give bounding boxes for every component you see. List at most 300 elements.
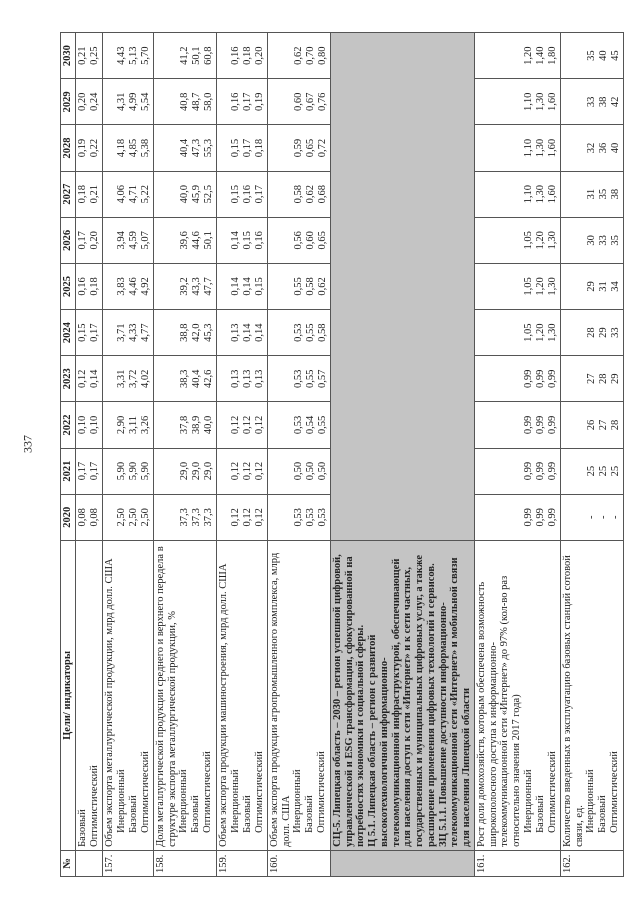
value: 1,05 xyxy=(522,231,534,250)
row-num-cell: 162. xyxy=(560,850,623,876)
table-row xyxy=(102,33,153,877)
value: 38,9 xyxy=(190,415,202,435)
scenario-label: Базовый xyxy=(190,795,202,833)
value: 0,50 xyxy=(292,461,304,481)
value-cell xyxy=(267,33,330,79)
value: 0,15 xyxy=(76,323,88,342)
scenario-label: Оптимистический xyxy=(88,765,100,847)
value: 0,99 xyxy=(522,369,534,388)
value: 0,60 xyxy=(304,231,316,250)
spacer xyxy=(155,267,179,306)
value: 0,53 xyxy=(316,508,328,527)
value: 29,0 xyxy=(202,461,214,481)
value-cell xyxy=(75,125,102,171)
value: 5,22 xyxy=(139,184,151,204)
value: 0,57 xyxy=(316,369,328,388)
value: 0,12 xyxy=(229,415,241,435)
value-cell xyxy=(474,310,560,356)
spacer xyxy=(476,128,523,167)
spacer xyxy=(269,82,293,121)
value: 0,55 xyxy=(304,369,316,388)
scenario-label: Инерционный xyxy=(522,769,534,833)
spacer xyxy=(218,175,230,214)
spacer xyxy=(218,36,230,75)
value: 4,46 xyxy=(127,277,139,296)
value: 0,58 xyxy=(316,323,328,342)
value-cell xyxy=(560,217,623,263)
value: 1,10 xyxy=(522,138,534,158)
value: 5,90 xyxy=(115,461,127,481)
value-cell xyxy=(474,356,560,402)
spacer xyxy=(562,359,586,398)
value: 60,8 xyxy=(202,46,214,65)
value-cell xyxy=(75,356,102,402)
indicator-name: Объем экспорта продукции машиностроения, млрд долл. США xyxy=(217,563,229,847)
value: 0,55 xyxy=(304,323,316,342)
value: 0,21 xyxy=(88,184,100,204)
value: 37,3 xyxy=(178,508,190,527)
scenario-label: Оптимистический xyxy=(202,751,214,833)
value: 1,30 xyxy=(534,92,546,112)
scenario-label: Базовый xyxy=(597,795,609,833)
header-year: 2023 xyxy=(61,356,76,402)
row-num-cell: 160. xyxy=(267,850,330,876)
header-year: 2029 xyxy=(61,79,76,125)
value: 0,55 xyxy=(292,277,304,296)
value: 0,17 xyxy=(76,461,88,481)
value-cell xyxy=(102,448,153,494)
value-cell xyxy=(102,79,153,125)
value: 40,0 xyxy=(202,415,214,435)
spacer xyxy=(155,313,179,352)
value: 0,99 xyxy=(534,369,546,388)
value-cell xyxy=(474,125,560,171)
value: 37,8 xyxy=(178,415,190,435)
value: 0,53 xyxy=(292,323,304,342)
value: 0,58 xyxy=(292,184,304,204)
indicator-name: Доля металлургической продукции среднего и верхнего передела в структуре экспорта металлургической продукции, % xyxy=(154,546,178,847)
value: 0,25 xyxy=(88,46,100,65)
indicator-cell xyxy=(102,540,153,850)
value: 33 xyxy=(609,327,621,338)
value: 4,71 xyxy=(127,184,139,204)
header-year: 2024 xyxy=(61,310,76,356)
value: 0,16 xyxy=(253,231,265,250)
row-num-cell: 158. xyxy=(153,850,216,876)
value: 30 xyxy=(585,235,597,246)
value: 50,1 xyxy=(202,231,214,250)
value: 38 xyxy=(597,96,609,108)
value: 5,54 xyxy=(139,92,151,112)
spacer xyxy=(218,267,230,306)
value: 29 xyxy=(585,281,597,292)
spacer xyxy=(155,36,179,75)
scenario-label: Базовый xyxy=(76,809,88,847)
table-header-row xyxy=(61,33,76,877)
value-cell xyxy=(216,310,267,356)
spacer xyxy=(218,221,230,260)
value: 0,99 xyxy=(522,415,534,435)
value: 0,14 xyxy=(88,369,100,388)
spacer xyxy=(269,267,293,306)
value-cell xyxy=(216,448,267,494)
value: 0,17 xyxy=(241,138,253,158)
value-cell xyxy=(267,356,330,402)
value: 29,0 xyxy=(190,461,202,481)
value: 0,65 xyxy=(304,138,316,158)
value: 1,80 xyxy=(546,46,558,65)
value-cell xyxy=(75,494,102,540)
value: 40,8 xyxy=(178,92,190,112)
spacer xyxy=(104,221,116,260)
value-cell xyxy=(267,494,330,540)
value: 0,13 xyxy=(241,369,253,388)
value: 0,99 xyxy=(522,508,534,527)
value-cell xyxy=(75,448,102,494)
spacer xyxy=(218,498,230,537)
value: 27 xyxy=(585,373,597,385)
value-cell xyxy=(102,494,153,540)
spacer xyxy=(269,452,293,491)
value: 0,99 xyxy=(534,508,546,527)
value: 27 xyxy=(597,419,609,431)
scenario-label: Инерционный xyxy=(292,769,304,833)
value: 0,65 xyxy=(316,231,328,250)
value: 0,20 xyxy=(76,92,88,112)
value: 1,30 xyxy=(534,138,546,158)
spacer xyxy=(104,128,116,167)
rotated-page-content xyxy=(60,32,621,877)
value: 3,26 xyxy=(139,415,151,435)
value: 4,31 xyxy=(115,92,127,112)
value: 1,10 xyxy=(522,184,534,204)
scenario-label: Базовый xyxy=(534,795,546,833)
spacer xyxy=(218,452,230,491)
value: 40,4 xyxy=(190,369,202,388)
value: 0,13 xyxy=(253,369,265,388)
value: 0,99 xyxy=(522,461,534,481)
value: 43,3 xyxy=(190,277,202,296)
row-num-cell: 159. xyxy=(216,850,267,876)
value: 3,71 xyxy=(115,323,127,342)
value: 0,68 xyxy=(316,184,328,204)
value: 3,72 xyxy=(127,369,139,388)
spacer xyxy=(562,498,586,537)
value: 0,50 xyxy=(304,461,316,481)
value: 0,20 xyxy=(253,46,265,65)
value-cell xyxy=(267,448,330,494)
spacer xyxy=(155,452,179,491)
value: 0,12 xyxy=(241,415,253,435)
spacer xyxy=(104,313,116,352)
value: 35 xyxy=(585,50,597,61)
scenario-label: Базовый xyxy=(304,795,316,833)
scenario-label: Оптимистический xyxy=(139,751,151,833)
value: - xyxy=(597,515,609,519)
spacer xyxy=(562,36,586,75)
value: 0,10 xyxy=(76,415,88,435)
scenario-label: Инерционный xyxy=(229,769,241,833)
value-cell xyxy=(560,33,623,79)
value: 39,6 xyxy=(178,231,190,250)
indicator-cell xyxy=(267,540,330,850)
value: 50,1 xyxy=(190,46,202,65)
scenario-label: Базовый xyxy=(241,795,253,833)
value: - xyxy=(585,515,597,519)
value-cell xyxy=(75,33,102,79)
spacer xyxy=(562,175,586,214)
value-cell xyxy=(560,494,623,540)
value-cell xyxy=(216,263,267,309)
value: 0,14 xyxy=(229,231,241,250)
value: 4,99 xyxy=(127,92,139,112)
value: 29 xyxy=(609,373,621,385)
value-cell xyxy=(560,79,623,125)
spacer xyxy=(104,175,116,214)
value: 5,07 xyxy=(139,231,151,250)
value: 0,99 xyxy=(546,369,558,388)
spacer xyxy=(269,313,293,352)
value: 4,18 xyxy=(115,138,127,158)
value: 58,0 xyxy=(202,92,214,112)
value: 0,14 xyxy=(241,323,253,342)
value-cell xyxy=(102,356,153,402)
table-row xyxy=(474,33,560,877)
value-cell xyxy=(560,171,623,217)
spacer xyxy=(562,313,586,352)
value-cell xyxy=(474,33,560,79)
spacer xyxy=(104,405,116,444)
value: 0,12 xyxy=(76,369,88,388)
value: 1,60 xyxy=(546,184,558,204)
value: 0,54 xyxy=(304,415,316,435)
value-cell xyxy=(560,402,623,448)
value: 0,12 xyxy=(253,415,265,435)
value: 0,18 xyxy=(253,138,265,158)
spacer xyxy=(218,82,230,121)
indicator-cell xyxy=(216,540,267,850)
value: 1,05 xyxy=(522,323,534,342)
spacer xyxy=(476,359,523,398)
scenario-label: Инерционный xyxy=(115,769,127,833)
header-year: 2022 xyxy=(61,402,76,448)
value: 0,08 xyxy=(76,508,88,527)
value: 42 xyxy=(609,96,621,108)
value: 28 xyxy=(585,327,597,338)
value: 0,21 xyxy=(76,46,88,65)
value: 0,59 xyxy=(292,138,304,158)
value: 35 xyxy=(609,235,621,246)
value: 36 xyxy=(597,142,609,154)
value: 33 xyxy=(597,235,609,246)
value-cell xyxy=(474,79,560,125)
spacer xyxy=(104,498,116,537)
value-cell xyxy=(216,33,267,79)
value: 0,20 xyxy=(88,231,100,250)
value: 0,16 xyxy=(229,92,241,112)
value-cell xyxy=(153,33,216,79)
value-cell xyxy=(153,263,216,309)
spacer xyxy=(476,36,523,75)
indicator-cell xyxy=(560,540,623,850)
value: 4,43 xyxy=(115,46,127,65)
value: 2,90 xyxy=(115,415,127,435)
value: 0,13 xyxy=(229,323,241,342)
value-cell xyxy=(267,263,330,309)
value: 4,33 xyxy=(127,323,139,342)
value-cell xyxy=(474,263,560,309)
value: 1,60 xyxy=(546,138,558,158)
value: 3,11 xyxy=(127,415,139,434)
spacer xyxy=(269,498,293,537)
value: 5,90 xyxy=(127,461,139,481)
spacer xyxy=(269,175,293,214)
value: 1,40 xyxy=(534,46,546,65)
spacer xyxy=(562,82,586,121)
goal-values-cell xyxy=(330,33,474,541)
value: 5,70 xyxy=(139,46,151,65)
value: 0,60 xyxy=(292,92,304,112)
value: 1,30 xyxy=(546,231,558,250)
value: 25 xyxy=(597,465,609,477)
value: 1,20 xyxy=(534,231,546,250)
spacer xyxy=(155,359,179,398)
value-cell xyxy=(75,79,102,125)
spacer xyxy=(476,313,523,352)
value: 0,13 xyxy=(229,369,241,388)
goal-sc5: СЦ-5. Липецкая область – 2030 – регион успешной цифровой, управленческой и ESG трансформации, сфокусированной на потребностях экономики и социальной сферы. xyxy=(331,554,367,847)
goal-num-cell xyxy=(330,850,474,876)
spacer xyxy=(104,359,116,398)
value-cell xyxy=(75,402,102,448)
value: 0,53 xyxy=(304,508,316,527)
value-cell xyxy=(75,263,102,309)
scenario-label: Оптимистический xyxy=(253,751,265,833)
value: 1,20 xyxy=(534,277,546,296)
value: 4,77 xyxy=(139,323,151,342)
value-cell xyxy=(474,402,560,448)
value: 0,62 xyxy=(292,46,304,65)
value: 0,70 xyxy=(304,46,316,65)
value: 0,16 xyxy=(241,184,253,204)
scenario-label: Базовый xyxy=(127,795,139,833)
value: 1,30 xyxy=(534,184,546,204)
spacer xyxy=(155,175,179,214)
spacer xyxy=(562,128,586,167)
value: 0,99 xyxy=(546,415,558,435)
value-cell xyxy=(75,310,102,356)
value: 4,06 xyxy=(115,184,127,204)
value: 5,13 xyxy=(127,46,139,65)
value: 38,3 xyxy=(178,369,190,388)
value: 4,85 xyxy=(127,138,139,158)
value: 34 xyxy=(609,281,621,292)
value: 0,12 xyxy=(253,508,265,527)
value: 3,31 xyxy=(115,369,127,388)
header-year: 2030 xyxy=(61,33,76,79)
value: 40 xyxy=(597,50,609,61)
value: 0,17 xyxy=(76,231,88,250)
value: 0,12 xyxy=(229,461,241,481)
indicator-cell xyxy=(153,540,216,850)
value: 47,3 xyxy=(190,138,202,158)
value: 0,62 xyxy=(316,277,328,296)
value: - xyxy=(609,515,621,519)
spacer xyxy=(562,267,586,306)
value: 29,0 xyxy=(178,461,190,481)
value: 0,17 xyxy=(241,92,253,112)
value: 0,53 xyxy=(292,369,304,388)
spacer xyxy=(476,267,523,306)
value: 42,6 xyxy=(202,369,214,388)
value: 0,14 xyxy=(253,323,265,342)
value: 1,20 xyxy=(534,323,546,342)
value-cell xyxy=(216,171,267,217)
value: 26 xyxy=(585,419,597,431)
value: 2,50 xyxy=(115,508,127,527)
value: 0,53 xyxy=(292,508,304,527)
scenario-label: Оптимистический xyxy=(316,751,328,833)
indicator-name: Рост доли домохозяйств, которым обеспечена возможность широкополосного доступа к информационно-телекоммуникационной сети «Интернет» до 97% (кол-во раз относительно значения 2017 года) xyxy=(475,575,522,847)
indicator-name: Объем экспорта продукции агропромышленного комплекса, млрд долл. США xyxy=(268,552,292,847)
value: 0,50 xyxy=(316,461,328,481)
value: 1,05 xyxy=(522,277,534,296)
value-cell xyxy=(560,125,623,171)
value: 0,15 xyxy=(241,231,253,250)
value-cell xyxy=(153,356,216,402)
value: 1,60 xyxy=(546,92,558,112)
row-num-cell: 161. xyxy=(474,850,560,876)
value-cell xyxy=(153,79,216,125)
value: 2,50 xyxy=(127,508,139,527)
spacer xyxy=(155,82,179,121)
value-cell xyxy=(474,171,560,217)
value-cell xyxy=(102,263,153,309)
value: 0,16 xyxy=(229,46,241,65)
value: 0,15 xyxy=(253,277,265,296)
spacer xyxy=(562,452,586,491)
value: 45 xyxy=(609,50,621,61)
scenario-label: Оптимистический xyxy=(546,751,558,833)
value: 0,76 xyxy=(316,92,328,112)
value: 35 xyxy=(597,188,609,200)
value-cell xyxy=(153,171,216,217)
value: 44,6 xyxy=(190,231,202,250)
value: 0,10 xyxy=(88,415,100,435)
value-cell xyxy=(102,217,153,263)
spacer xyxy=(155,128,179,167)
value: 32 xyxy=(585,142,597,154)
value-cell xyxy=(153,402,216,448)
value: 40 xyxy=(609,142,621,154)
value: 28 xyxy=(597,373,609,385)
spacer xyxy=(104,82,116,121)
spacer xyxy=(269,221,293,260)
value-cell xyxy=(474,494,560,540)
value: 0,18 xyxy=(88,277,100,296)
value: 39,2 xyxy=(178,277,190,296)
value: 0,17 xyxy=(88,461,100,481)
value: 31 xyxy=(597,281,609,292)
value: 4,59 xyxy=(127,231,139,250)
value: 0,18 xyxy=(241,46,253,65)
spacer xyxy=(562,221,586,260)
value-cell xyxy=(153,125,216,171)
spacer xyxy=(155,405,179,444)
row-num-cell: 157. xyxy=(102,850,153,876)
scenario-label: Оптимистический xyxy=(609,751,621,833)
spacer xyxy=(269,405,293,444)
